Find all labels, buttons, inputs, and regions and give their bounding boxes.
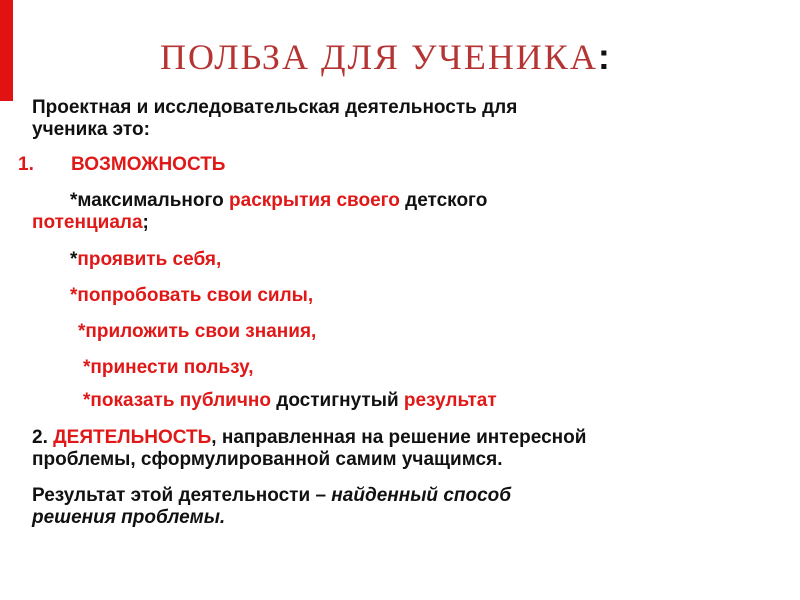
item1-label: ВОЗМОЖНОСТЬ <box>71 154 226 175</box>
bullet-f <box>83 389 497 413</box>
bullet-f-red2: результат <box>403 390 497 411</box>
intro-line-1: Проектная и исследовательская деятельность для <box>32 97 518 118</box>
result-line-1 <box>32 484 511 508</box>
item2-line-2: проблемы, сформулированной самим учащимся. <box>32 449 503 470</box>
bullet-c: *попробовать свои силы, <box>70 285 314 306</box>
bullet-d: *приложить свои знания, <box>78 321 317 342</box>
item2-rest: , направленная на решение интересной <box>211 427 587 448</box>
page-title-colon: : <box>597 36 612 77</box>
bullet-a2-rest: ; <box>142 212 149 233</box>
result-italic: найденный способ <box>331 485 512 506</box>
bullet-a-line-2 <box>32 211 149 235</box>
item2-number: 2. <box>32 427 54 448</box>
bullet-f-mid: достигнутый <box>270 390 404 411</box>
item2-line-1 <box>32 426 586 450</box>
page-title <box>160 32 680 82</box>
result-plain: Результат этой деятельности – <box>32 485 332 506</box>
bullet-e: *принести пользу, <box>83 357 254 378</box>
page-title-text: ПОЛЬЗА ДЛЯ УЧЕНИКА <box>160 37 598 77</box>
bullet-a-rest: детского <box>399 190 488 211</box>
item2-label: ДЕЯТЕЛЬНОСТЬ <box>53 427 212 448</box>
intro-line-2: ученика это: <box>32 119 150 140</box>
accent-bar <box>0 0 13 101</box>
bullet-b-star: * <box>70 249 78 270</box>
bullet-a-line-1 <box>70 189 487 213</box>
bullet-a2-red: потенциала <box>32 212 143 233</box>
bullet-f-red: *показать публично <box>83 390 271 411</box>
bullet-a-plain: *максимального <box>70 190 230 211</box>
bullet-b-red: проявить себя, <box>77 249 222 270</box>
result-line-2: решения проблемы. <box>32 507 226 528</box>
item1-number: 1. <box>18 154 34 175</box>
bullet-b <box>70 248 221 272</box>
bullet-a-red: раскрытия своего <box>229 190 400 211</box>
